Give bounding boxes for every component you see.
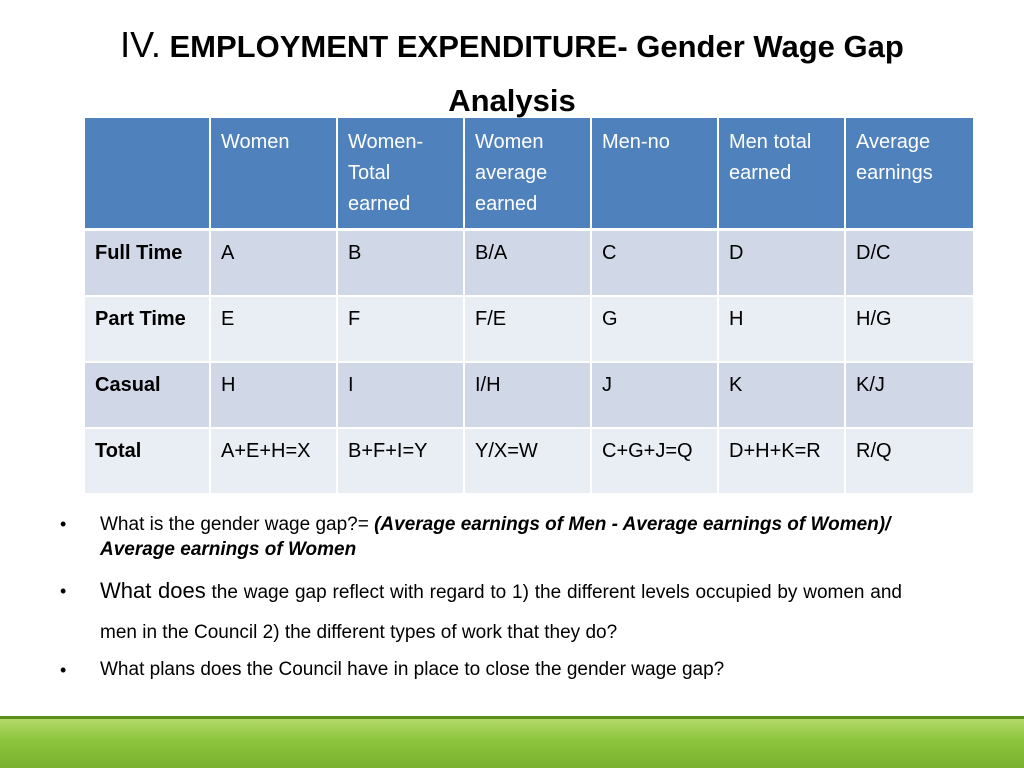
row-label: Part Time [85,297,211,363]
row-label: Full Time [85,231,211,297]
wage-gap-table [85,118,973,495]
table-cell: F [338,297,465,363]
table-cell: D/C [846,231,973,297]
table-cell: A+E+H=X [211,429,338,495]
bullet-item-wage-gap-definition [60,512,902,562]
header-cell-women-average-earned: Women average earned [465,118,592,231]
table-cell: K/J [846,363,973,429]
footer-bar [0,716,1024,768]
row-label: Total [85,429,211,495]
table-row [85,429,973,495]
bullet-text: the wage gap reflect with regard to 1) the different levels occupied by women and men in the Council 2) the different types of work that they do? [100,582,902,643]
header-cell-men-no: Men-no [592,118,719,231]
table-row [85,297,973,363]
table-cell: K [719,363,846,429]
table-cell: F/E [465,297,592,363]
table-cell: B [338,231,465,297]
bullet-text: What is the gender wage gap?= [100,514,375,535]
header-cell-blank [85,118,211,231]
header-cell-average-earnings: Average earnings [846,118,973,231]
title-main: EMPLOYMENT EXPENDITURE- Gender Wage Gap [169,29,904,64]
table-cell: H [211,363,338,429]
bullet-item-council-plans [60,655,902,685]
table-row [85,363,973,429]
bullet-item-wage-gap-reflect [60,571,902,653]
bullet-formula: (Average earnings of Men - Average earnings of Women)/ Average earnings of Women [100,514,891,560]
slide-title [40,18,984,128]
table-cell: C+G+J=Q [592,429,719,495]
header-cell-men-total-earned: Men total earned [719,118,846,231]
table-cell: J [592,363,719,429]
bullet-marker: • [60,514,67,534]
table-cell: I/H [465,363,592,429]
row-label: Casual [85,363,211,429]
table-cell: D [719,231,846,297]
bullet-marker: • [60,660,67,680]
table-cell: A [211,231,338,297]
bullet-marker: • [60,581,67,601]
bullet-text: What plans does the Council have in place to close the gender wage gap? [100,659,725,680]
table-cell: C [592,231,719,297]
table-cell: B+F+I=Y [338,429,465,495]
table-cell: B/A [465,231,592,297]
table-cell: E [211,297,338,363]
table-cell: D+H+K=R [719,429,846,495]
table-row [85,231,973,297]
header-cell-women-total-earned: Women-Total earned [338,118,465,231]
table-cell: Y/X=W [465,429,592,495]
table-header-row [85,118,973,231]
table-cell: H/G [846,297,973,363]
table-cell: G [592,297,719,363]
bullet-lead-text: What does [100,578,206,603]
table-cell: R/Q [846,429,973,495]
table-cell: I [338,363,465,429]
table-cell: H [719,297,846,363]
title-line2: Analysis [448,83,576,118]
title-roman-numeral: IV. [120,24,161,65]
header-cell-women: Women [211,118,338,231]
bullet-list [60,512,902,685]
